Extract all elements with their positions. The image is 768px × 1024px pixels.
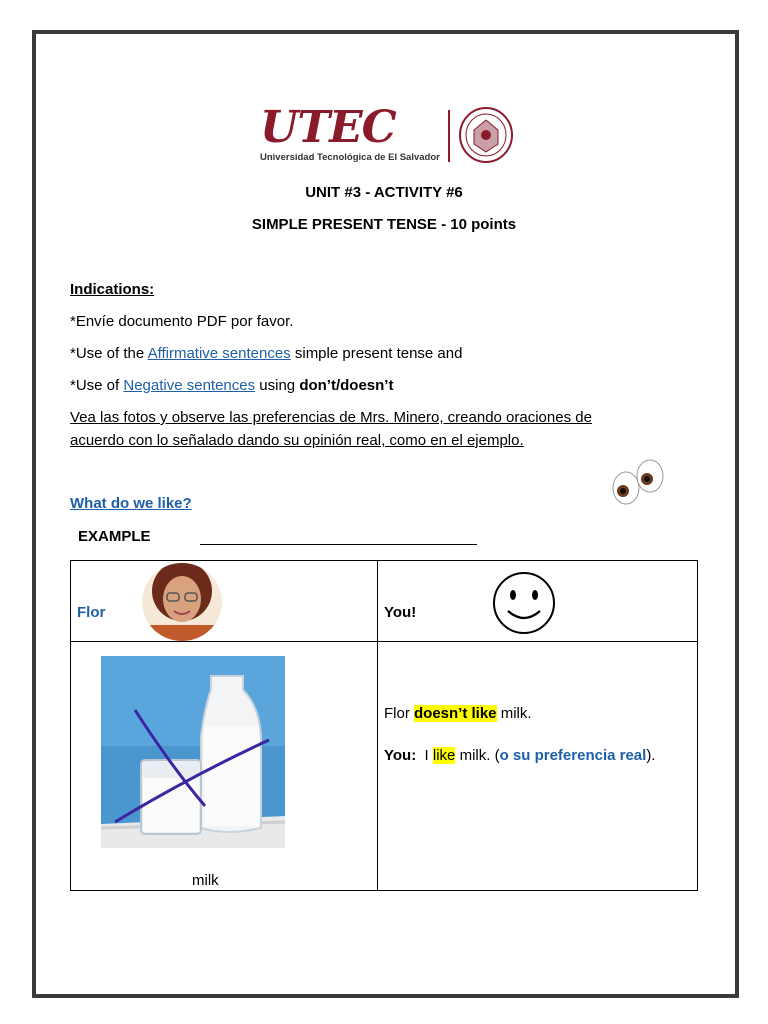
topic-title: SIMPLE PRESENT TENSE - 10 points bbox=[251, 216, 517, 233]
example-sentence-flor bbox=[384, 705, 532, 722]
sentence1-prefix: Flor bbox=[384, 705, 414, 722]
you-label: You! bbox=[384, 604, 417, 621]
milk-caption: milk bbox=[192, 872, 219, 889]
line3-middle: using bbox=[255, 377, 300, 394]
line2-prefix: *Use of the bbox=[70, 345, 148, 362]
example-sentence-you bbox=[384, 747, 655, 764]
line3-bold: don’t/doesn’t bbox=[299, 377, 394, 394]
sentence2-mid: milk. ( bbox=[455, 747, 500, 764]
table-divider-horizontal bbox=[71, 641, 697, 642]
smiley-face-icon bbox=[491, 571, 557, 635]
sentence1-suffix: milk. bbox=[496, 705, 532, 722]
instruction-line-1: Vea las fotos y observe las preferencias de Mrs. Minero, creando oraciones de bbox=[70, 409, 592, 426]
indications-heading: Indications: bbox=[70, 281, 155, 298]
example-table bbox=[70, 560, 698, 891]
affirmative-sentences-link[interactable]: Affirmative sentences bbox=[147, 345, 291, 362]
university-seal-icon bbox=[458, 106, 514, 164]
question-link-text[interactable]: What do we like? bbox=[70, 495, 192, 512]
example-label: EXAMPLE bbox=[78, 528, 151, 545]
utec-logo bbox=[258, 104, 518, 168]
logo-divider bbox=[448, 110, 450, 162]
sentence2-blue: o su preferencia real bbox=[499, 747, 647, 764]
flor-avatar bbox=[139, 561, 225, 641]
indication-line-2 bbox=[70, 345, 462, 362]
sentence2-label: You: bbox=[384, 747, 417, 764]
what-do-we-like-link[interactable] bbox=[70, 495, 192, 512]
logo-subtitle: Universidad Tecnológica de El Salvador bbox=[260, 152, 440, 163]
unit-title: UNIT #3 - ACTIVITY #6 bbox=[305, 184, 463, 201]
indication-line-3 bbox=[70, 377, 393, 394]
sentence2-pre: I bbox=[416, 747, 433, 764]
milk-photo bbox=[101, 656, 285, 848]
instruction-line-2: acuerdo con lo señalado dando su opinión real, como en el ejemplo. bbox=[70, 432, 524, 449]
sentence2-highlight: like bbox=[432, 747, 456, 764]
eyes-icon bbox=[610, 458, 668, 508]
table-divider-vertical bbox=[377, 561, 378, 890]
flor-label: Flor bbox=[77, 604, 106, 621]
logo-wordmark: UTEC bbox=[260, 102, 396, 153]
line2-suffix: simple present tense and bbox=[290, 345, 463, 362]
line3-prefix: *Use of bbox=[70, 377, 124, 394]
sentence2-end: ). bbox=[646, 747, 656, 764]
negative-sentences-link[interactable]: Negative sentences bbox=[123, 377, 256, 394]
sentence1-highlight: doesn’t like bbox=[414, 705, 497, 722]
indication-line-1: *Envíe documento PDF por favor. bbox=[70, 313, 294, 330]
example-underline bbox=[200, 544, 477, 545]
